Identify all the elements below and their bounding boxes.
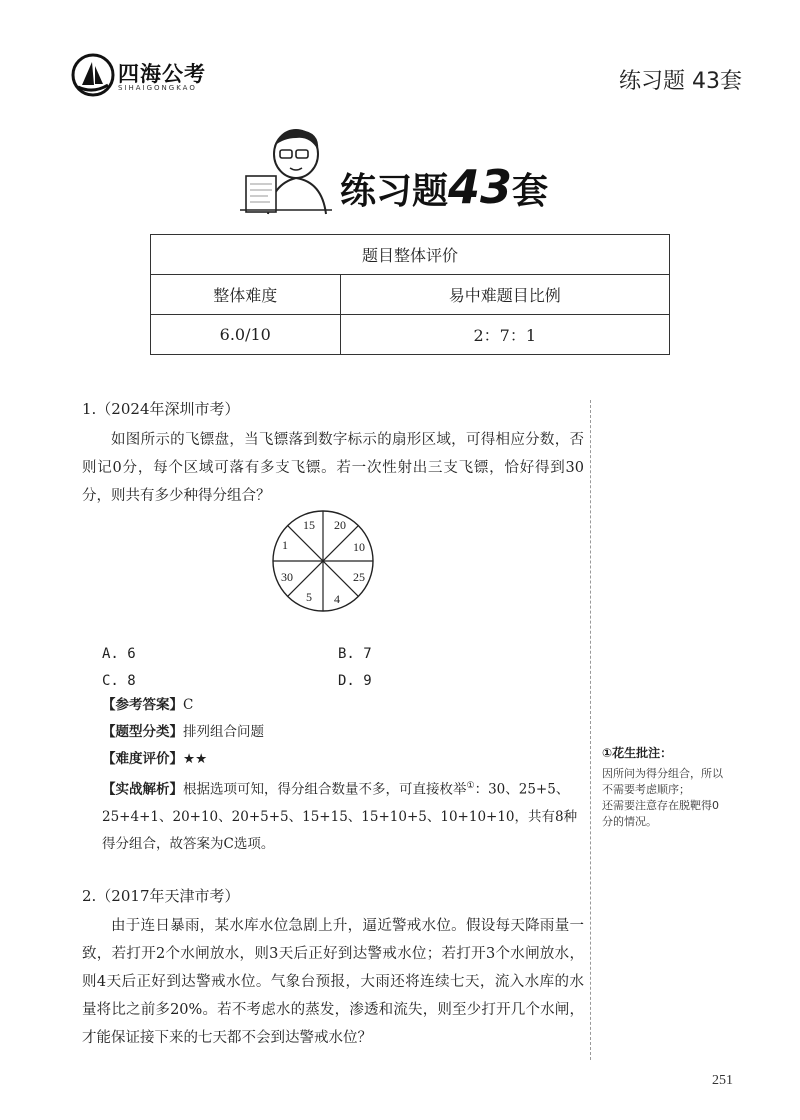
brand-subtitle: SIHAIGONGKAO	[118, 84, 197, 92]
dart-sector-20: 20	[334, 518, 346, 532]
title-suffix: 套	[512, 171, 549, 212]
q1-analysis	[102, 773, 584, 858]
q1-difficulty-line	[102, 746, 584, 773]
side-note-line: 不需要考虑顺序；	[602, 783, 690, 796]
dart-sector-1: 1	[282, 538, 288, 552]
page-number: 251	[712, 1073, 733, 1088]
margin-divider	[590, 400, 591, 1060]
dartboard-figure	[271, 509, 375, 613]
difficulty-value: 6.0/10	[151, 315, 341, 355]
side-note-line: 因所问为得分组合，所以	[602, 767, 723, 780]
q1-option-b[interactable]: B. 7	[338, 646, 372, 662]
q1-option-d[interactable]: D. 9	[338, 673, 372, 689]
q1-heading: 1.（2024年深圳市考）	[82, 400, 240, 418]
dart-sector-30: 30	[281, 570, 293, 584]
evaluation-table	[150, 234, 670, 355]
dart-sector-5: 5	[306, 590, 312, 604]
evaluation-caption: 题目整体评价	[151, 235, 670, 275]
type-label: 【题型分类】	[102, 724, 183, 740]
brand-name: 四海公考	[118, 62, 206, 86]
section-title: 练习题 43套	[619, 69, 742, 94]
difficulty-stars: ★★	[183, 751, 208, 767]
analysis-label: 【实战解析】	[102, 781, 183, 798]
difficulty-label: 【难度评价】	[102, 751, 183, 767]
side-note-line: 分的情况。	[602, 815, 657, 828]
q1-option-a[interactable]: A. 6	[102, 646, 136, 662]
analysis-footnote-mark: ①	[466, 781, 475, 791]
ratio-header: 易中难题目比例	[340, 275, 669, 315]
type-value: 排列组合问题	[183, 724, 264, 740]
side-note-line: 还需要注意存在脱靶得0	[602, 799, 719, 812]
answer-label: 【参考答案】	[102, 697, 183, 713]
analysis-text-1: 根据选项可知，得分组合数量不多，可直接枚举	[183, 781, 467, 798]
q1-option-c[interactable]: C. 8	[102, 673, 136, 689]
title-number: 43	[448, 160, 513, 214]
answer-value: C	[183, 697, 194, 713]
page-title	[340, 160, 548, 214]
q2-stem: 由于连日暴雨，某水库水位急剧上升，逼近警戒水位。假设每天降雨量一致，若打开2个水闸放水，则3天后正好到达警戒水位；若打开3个水闸放水，则4天后正好到达警戒水位。气象台预报，大雨还将连续七天，流入水库的水量将比之前多20%。若不考虑水的蒸发，渗透和流失，则至少打开几个水闸，才能保证接下来的七天都不会到达警戒水位？	[82, 918, 584, 1046]
dart-sector-25: 25	[353, 570, 365, 584]
analysis-text-2: ：30、25+5、25+4+1、20+10、20+5+5、15+15、15+10+5、10+10+10，共有8种得分组合，故答案为C选项。	[102, 781, 578, 852]
title-prefix: 练习题	[340, 171, 449, 212]
q2-heading: 2.（2017年天津市考）	[82, 887, 240, 905]
q1-type-line	[102, 719, 584, 746]
dart-sector-4: 4	[334, 592, 340, 606]
difficulty-header: 整体难度	[151, 275, 341, 315]
q1-answer-line	[102, 692, 584, 719]
logo-emblem	[70, 52, 116, 98]
dart-sector-10: 10	[353, 540, 365, 554]
ratio-value: 2：7：1	[340, 315, 669, 355]
side-note-title: ①花生批注：	[602, 746, 673, 760]
mascot-illustration	[238, 126, 334, 218]
dart-sector-15: 15	[303, 518, 315, 532]
q1-stem: 如图所示的飞镖盘，当飞镖落到数字标示的扇形区域，可得相应分数，否则记0分，每个区域可落有多支飞镖。若一次性射出三支飞镖，恰好得到30分，则共有多少种得分组合？	[82, 432, 584, 504]
